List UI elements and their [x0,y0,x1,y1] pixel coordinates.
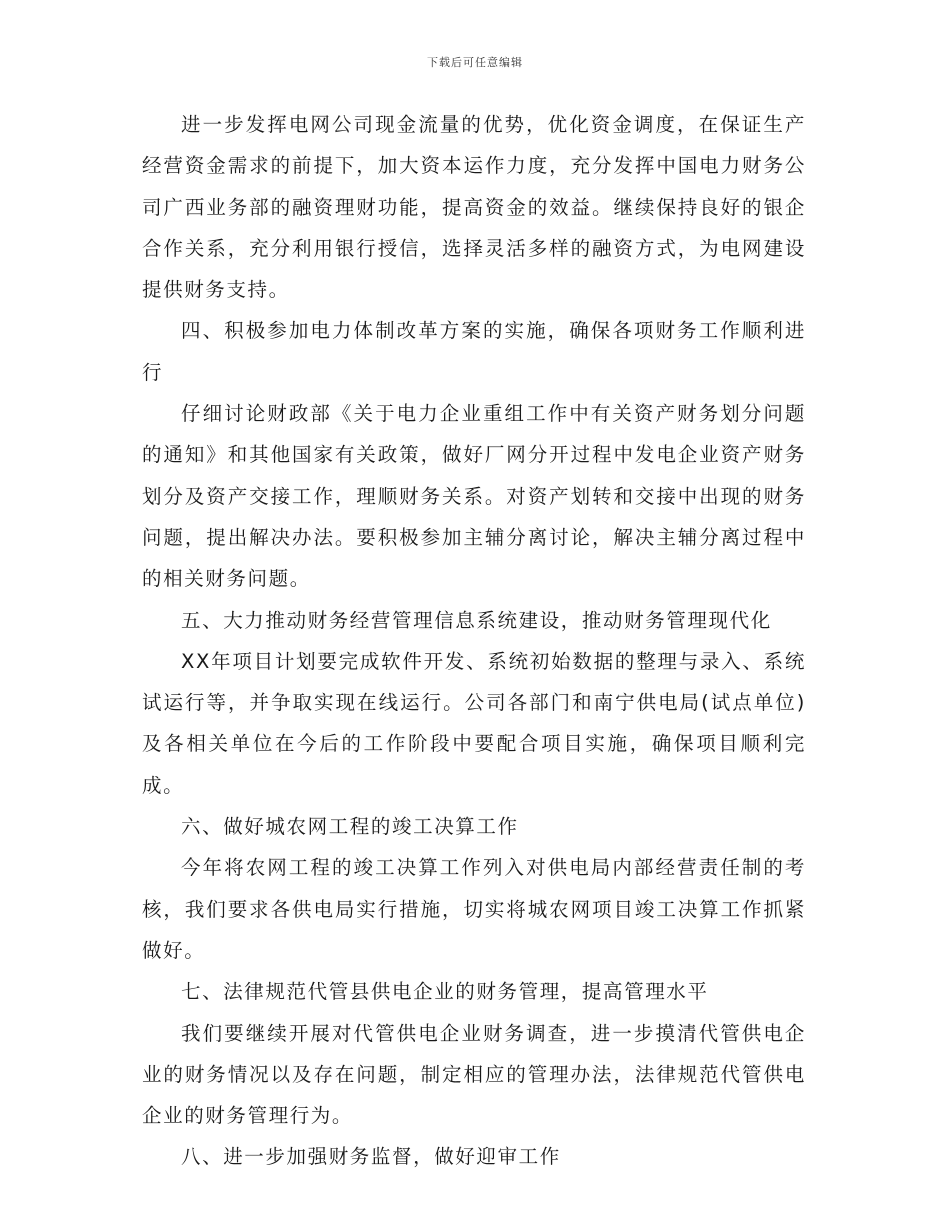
paragraph-county-supply: 我们要继续开展对代管供电企业财务调查，进一步摸清代管供电企业的财务情况以及存在问题，制定相应的管理办法，法律规范代管供电企业的财务管理行为。 [142,1021,806,1128]
section-heading-5: 五、大力推动财务经营管理信息系统建设，推动财务管理现代化 [181,608,772,632]
section-heading-8: 八、进一步加强财务监督，做好迎审工作 [181,1145,561,1169]
document-body [142,104,806,1178]
paragraph-info-system: XX年项目计划要完成软件开发、系统初始数据的整理与录入、系统试运行等，并争取实现在线运行。公司各部门和南宁供电局(试点单位)及各相关单位在今后的工作阶段中要配合项目实施，确保项目顺利完成。 [142,649,806,797]
section-heading-7: 七、法律规范代管县供电企业的财务管理，提高管理水平 [181,980,709,1004]
paragraph-final-accounts: 今年将农网工程的竣工决算工作列入对供电局内部经营责任制的考核，我们要求各供电局实行措施，切实将城农网项目竣工决算工作抓紧做好。 [142,856,806,962]
paragraph-reform: 仔细讨论财政部《关于电力企业重组工作中有关资产财务划分问题的通知》和其他国家有关政策，做好厂网分开过程中发电企业资产财务划分及资产交接工作，理顺财务关系。对资产划转和交接中出现的财务问题，提出解决办法。要积极参加主辅分离讨论，解决主辅分离过程中的相关财务问题。 [142,402,806,591]
section-heading-6: 六、做好城农网工程的竣工决算工作 [181,815,519,839]
page-header: 下载后可任意编辑 [427,56,523,69]
section-heading-4: 四、积极参加电力体制改革方案的实施，确保各项财务工作顺利进行 [142,319,806,384]
paragraph-funding: 进一步发挥电网公司现金流量的优势，优化资金调度，在保证生产经营资金需求的前提下，加大资本运作力度，充分发挥中国电力财务公司广西业务部的融资理财功能，提高资金的效益。继续保持良好的银企合作关系，充分利用银行授信，选择灵活多样的融资方式，为电网建设提供财务支持。 [142,113,806,302]
